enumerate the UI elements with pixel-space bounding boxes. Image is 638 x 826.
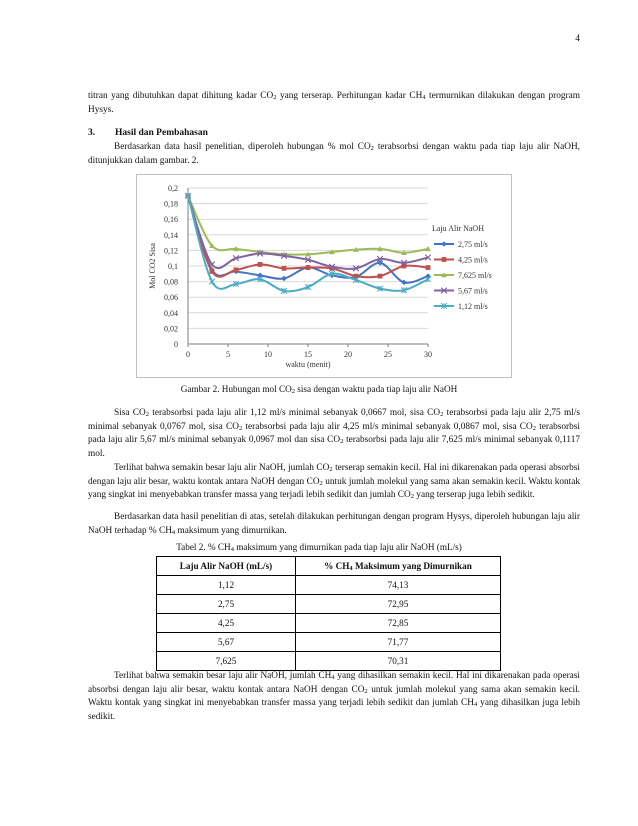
table-row xyxy=(157,576,501,595)
table-row xyxy=(157,595,501,614)
data-point xyxy=(378,274,383,279)
x-tick-label: 15 xyxy=(304,350,312,359)
y-tick-label: 0,14 xyxy=(164,230,178,240)
results-paragraph: Berdasarkan data hasil penelitian, diperoleh hubungan % mol $CO_2$ terabsorbsi dengan waktu pada tiap laju alir NaOH, ditunjukkan dalam gambar. 2. xyxy=(88,142,580,166)
y-axis-label: Mol CO2 Sisa xyxy=(148,243,157,289)
y-tick-label: 0,1 xyxy=(168,262,178,271)
table-row xyxy=(157,614,501,633)
x-tick-label: 20 xyxy=(344,350,352,359)
conclusion-paragraph: Terlihat bahwa semakin besar laju alir NaOH, jumlah $CH_4$ yang dihasilkan semakin kecil. Hal ini dikarenakan pada operasi absorbsi dengan laju alir besar, waktu kontak antara NaOH dengan $CO_2$ untuk jumlah molekul yang sama akan semakin kecil. Waktu kontak yang singkat ini menyebabkan transfer massa yang terjadi lebih sedikit dan jumlah $CH_4$ yang dihasilkan juga lebih sedikit. xyxy=(88,671,581,722)
page-number: 4 xyxy=(575,34,580,44)
discussion-paragraph-1: Sisa $CO_2$ terabsorbsi pada laju alir 1,12 ml/s minimal sebanyak 0,0667 mol, sisa $CO_2$ terabsorbsi pada laju alir 2,75 ml/s minimal sebanyak 0,0767 mol, sisa $CO_2$ terabsorbsi pada laju alir 4,25 ml/s minimal sebanyak 0,0867 mol, sisa $CO_2$ terabsorbsi pada laju alir 5,67 ml/s minimal sebanyak 0,0967 mol dan sisa $CO_2$ terabsorbsi pada laju alir 7,625 ml/s minimal sebanyak 0,1117 mol. xyxy=(88,408,580,459)
results-table xyxy=(156,556,501,671)
legend-label: 4,25 ml/s xyxy=(458,255,488,265)
section-number: 3. xyxy=(88,128,96,138)
y-tick-label: 0,16 xyxy=(164,215,178,225)
y-tick-label: 0 xyxy=(174,340,178,349)
data-point xyxy=(306,265,311,270)
line-chart xyxy=(136,174,512,378)
table-cell-rate: 2,75 xyxy=(157,595,296,614)
legend-label: 7,625 ml/s xyxy=(458,271,492,280)
data-point xyxy=(442,257,447,262)
table-cell-percent: 72,95 xyxy=(296,595,501,614)
y-tick-label: 0,08 xyxy=(164,277,178,287)
figure-caption: Gambar 2. Hubungan mol $CO_2$ sisa dengan waktu pada tiap laju alir NaOH xyxy=(180,384,458,395)
x-tick-label: 10 xyxy=(264,350,272,359)
table-cell-rate: 7,625 xyxy=(157,652,296,671)
legend-title: Laju Alir NaOH xyxy=(432,224,484,233)
legend-label: 5,67 ml/s xyxy=(458,286,488,296)
data-point xyxy=(258,262,263,267)
table-cell-rate: 1,12 xyxy=(157,576,296,595)
table-cell-rate: 4,25 xyxy=(157,614,296,633)
discussion-paragraph-3: Berdasarkan data hasil penelitian di atas, setelah dilakukan perhitungan dengan program Hysys, diperoleh hubungan laju alir NaOH terhadap % $CH_4$ maksimum yang dimurnikan. xyxy=(88,512,580,536)
y-tick-label: 0,18 xyxy=(164,199,178,209)
table-cell-percent: 71,77 xyxy=(296,633,501,652)
table-cell-percent: 70,31 xyxy=(296,652,501,671)
table-cell-rate: 5,67 xyxy=(157,633,296,652)
x-tick-label: 25 xyxy=(384,350,392,359)
y-tick-label: 0,12 xyxy=(164,246,178,256)
data-point xyxy=(426,265,431,270)
y-tick-label: 0,2 xyxy=(168,184,178,193)
section-title: Hasil dan Pembahasan xyxy=(115,128,208,138)
x-tick-label: 5 xyxy=(226,350,230,359)
table-row xyxy=(157,652,501,671)
table-header-rate: Laju Alir NaOH (mL/s) xyxy=(157,557,296,576)
y-tick-label: 0,06 xyxy=(164,293,178,303)
y-tick-label: 0,02 xyxy=(164,324,178,334)
x-axis-label: waktu (menit) xyxy=(285,360,331,369)
table-cell-percent: 74,13 xyxy=(296,576,501,595)
legend-label: 2,75 ml/s xyxy=(458,240,488,249)
table-header-percent: % $CH_4$ Maksimum yang Dimurnikan xyxy=(296,557,501,576)
data-point xyxy=(282,266,287,271)
discussion-paragraph-2: Terlihat bahwa semakin besar laju alir NaOH, jumlah $CO_2$ terserap semakin kecil. Hal ini dikarenakan pada operasi absorbsi dengan laju alir besar, waktu kontak antara NaOH dengan $CO_2$ untuk jumlah molekul yang sama akan semakin kecil. Waktu kontak yang singkat ini menyebabkan transfer massa yang terjadi lebih sedikit dan jumlah $CO_2$ yang terserap juga lebih sedikit. xyxy=(88,463,580,501)
legend-label: 1,12 ml/s xyxy=(458,302,488,311)
data-point xyxy=(234,268,239,273)
y-tick-label: 0,04 xyxy=(164,308,178,318)
intro-paragraph: titran yang dibutuhkan dapat dihitung kadar $CO_2$ yang terserap. Perhitungan kadar $CH_4$ termurnikan dilakukan dengan program Hysys. xyxy=(88,91,580,115)
table-cell-percent: 72,85 xyxy=(296,614,501,633)
x-tick-label: 30 xyxy=(424,350,432,359)
section-heading xyxy=(88,128,208,138)
table-header-row xyxy=(157,557,501,576)
x-tick-label: 0 xyxy=(186,350,190,359)
table-row xyxy=(157,633,501,652)
figure-chart xyxy=(136,174,512,378)
data-point xyxy=(210,269,215,274)
table-caption: Tabel 2. % $CH_4$ maksimum yang dimurnikan pada tiap laju alir NaOH (mL/s) xyxy=(176,542,462,553)
